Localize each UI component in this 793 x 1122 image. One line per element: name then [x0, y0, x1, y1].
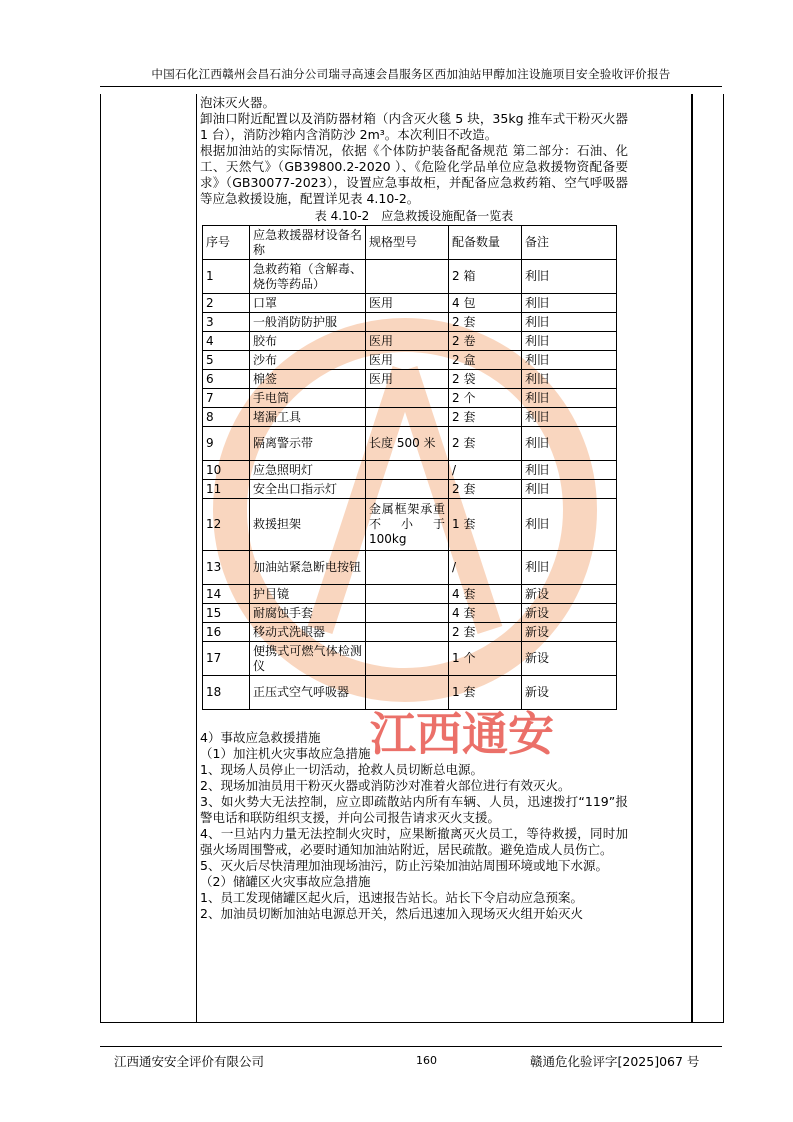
table-cell: 隔离警示带: [250, 427, 366, 461]
table-cell: 利旧: [522, 332, 617, 351]
table-cell: 2 套: [449, 313, 522, 332]
table-cell: 长度 500 米: [366, 427, 449, 461]
table-cell: 2 套: [449, 408, 522, 427]
stamp-text: 江西通安: [370, 707, 554, 761]
table-cell: 10: [203, 461, 250, 480]
table-cell: 1: [203, 260, 250, 294]
table-cell: 利旧: [522, 427, 617, 461]
table-cell: [366, 585, 449, 604]
table-row: [203, 585, 617, 604]
table-cell: 18: [203, 676, 250, 710]
table-cell: 新设: [522, 585, 617, 604]
table-row: [203, 642, 617, 676]
measure-line: 3、如火势大无法控制，应立即疏散站内所有车辆、人员，迅速拨打“119”报警电话和联防组织支援，并向公司报告请求灭火支援。: [200, 794, 628, 825]
table-cell: 2 套: [449, 623, 522, 642]
table-cell: [366, 642, 449, 676]
table-cell: 棉签: [250, 370, 366, 389]
table-cell: 应急照明灯: [250, 461, 366, 480]
measure-line: 4）事故应急救援措施: [200, 730, 321, 745]
footer-page-number: 160: [416, 1054, 437, 1067]
table-cell: 急救药箱（含解毒、烧伤等药品）: [250, 260, 366, 294]
table-cell: 安全出口指示灯: [250, 480, 366, 499]
table-cell: 利旧: [522, 408, 617, 427]
table-cell: 护目镜: [250, 585, 366, 604]
intro-paragraph-2: 卸油口附近配置以及消防器材箱（内含灭火毯 5 块，35kg 推车式干粉灭火器 1 台），消防沙箱内含消防沙 2m³。本次利旧不改造。: [200, 111, 628, 142]
table-cell: 9: [203, 427, 250, 461]
equipment-table: [202, 225, 617, 710]
table-cell: 医用: [366, 294, 449, 313]
table-cell: 3: [203, 313, 250, 332]
table-cell: 利旧: [522, 260, 617, 294]
table-cell: 金属框架承重不小于 100kg: [366, 499, 449, 551]
table-row: [203, 427, 617, 461]
table-row: [203, 499, 617, 551]
table-cell: 2 箱: [449, 260, 522, 294]
table-cell: [366, 480, 449, 499]
measure-line: （1）加注机火灾事故应急措施: [200, 746, 371, 761]
table-cell: 新设: [522, 642, 617, 676]
measure-line: 1、员工发现储罐区起火后，迅速报告站长。站长下令启动应急预案。: [200, 890, 583, 905]
table-cell: 12: [203, 499, 250, 551]
table-cell: /: [449, 551, 522, 585]
table-cell: 利旧: [522, 480, 617, 499]
table-cell: 口罩: [250, 294, 366, 313]
table-row: [203, 260, 617, 294]
table-cell: [366, 408, 449, 427]
table-row: [203, 623, 617, 642]
table-cell: 5: [203, 351, 250, 370]
table-cell: 便携式可燃气体检测仪: [250, 642, 366, 676]
table-cell: 6: [203, 370, 250, 389]
table-cell: 11: [203, 480, 250, 499]
intro-paragraph-1: 泡沫灭火器。: [200, 95, 276, 110]
measure-line: 1、现场人员停止一切活动，抢救人员切断总电源。: [200, 762, 483, 777]
table-cell: 2 袋: [449, 370, 522, 389]
table-cell: 一般消防防护服: [250, 313, 366, 332]
table-cell: 手电筒: [250, 389, 366, 408]
table-cell: 救援担架: [250, 499, 366, 551]
table-cell: [366, 676, 449, 710]
table-cell: 4 套: [449, 585, 522, 604]
table-row: [203, 551, 617, 585]
table-row: [203, 604, 617, 623]
table-cell: 胶布: [250, 332, 366, 351]
table-cell: 堵漏工具: [250, 408, 366, 427]
table-cell: 17: [203, 642, 250, 676]
table-row: [203, 676, 617, 710]
table-cell: 2 套: [449, 427, 522, 461]
table-cell: 8: [203, 408, 250, 427]
header-cell: 规格型号: [366, 226, 449, 260]
header-cell: 应急救援器材设备名称: [250, 226, 366, 260]
table-cell: 利旧: [522, 499, 617, 551]
table-header-row: [203, 226, 617, 260]
main-content: [200, 95, 628, 922]
table-cell: 2 个: [449, 389, 522, 408]
table-cell: 利旧: [522, 370, 617, 389]
measure-line: （2）储罐区火灾事故应急措施: [200, 874, 371, 889]
frame-divider-right-1: [692, 94, 693, 1022]
measure-line: 2、现场加油员用干粉灭火器或消防沙对准着火部位进行有效灭火。: [200, 778, 571, 793]
table-cell: 1 套: [449, 676, 522, 710]
table-cell: 2: [203, 294, 250, 313]
table-row: [203, 313, 617, 332]
table-row: [203, 461, 617, 480]
table-caption: 表 4.10-2 应急救援设施配备一览表: [314, 209, 514, 223]
table-cell: 4 套: [449, 604, 522, 623]
table-cell: 正压式空气呼吸器: [250, 676, 366, 710]
table-cell: 医用: [366, 332, 449, 351]
table-cell: 利旧: [522, 313, 617, 332]
table-cell: 移动式洗眼器: [250, 623, 366, 642]
table-cell: 7: [203, 389, 250, 408]
footer-report-number: 赣通危化验评字[2025]067 号: [530, 1054, 700, 1069]
table-cell: 医用: [366, 370, 449, 389]
table-cell: 加油站紧急断电按钮: [250, 551, 366, 585]
table-cell: [366, 313, 449, 332]
table-row: [203, 480, 617, 499]
table-row: [203, 294, 617, 313]
frame-divider-left: [196, 94, 197, 1022]
header-cell: 备注: [522, 226, 617, 260]
header-cell: 序号: [203, 226, 250, 260]
table-cell: 15: [203, 604, 250, 623]
footer-rule: [100, 1046, 722, 1047]
table-cell: 利旧: [522, 389, 617, 408]
intro-paragraph-3: 根据加油站的实际情况，依据《个体防护装备配备规范 第二部分：石油、化工、天然气》（GB39800.2-2020 ）、《危险化学品单位应急救援物资配备要求》（GB30077-2023），设置应急事故柜，并配备应急救药箱、空气呼吸器等应急救援设施，配置详见表 4.10-2。: [200, 143, 628, 206]
table-cell: [366, 623, 449, 642]
table-cell: [366, 260, 449, 294]
table-cell: 新设: [522, 623, 617, 642]
table-row: [203, 370, 617, 389]
table-cell: 医用: [366, 351, 449, 370]
table-cell: 2 卷: [449, 332, 522, 351]
footer-company: 江西通安安全评价有限公司: [114, 1054, 265, 1069]
table-cell: 1 个: [449, 642, 522, 676]
table-body: [203, 260, 617, 710]
table-row: [203, 351, 617, 370]
table-cell: 利旧: [522, 551, 617, 585]
table-cell: 16: [203, 623, 250, 642]
table-cell: [366, 461, 449, 480]
measure-line: 2、加油员切断加油站电源总开关，然后迅速加入现场灭火组开始灭火: [200, 906, 583, 921]
table-cell: 利旧: [522, 461, 617, 480]
table-cell: [366, 604, 449, 623]
table-cell: /: [449, 461, 522, 480]
table-row: [203, 408, 617, 427]
table-cell: 4: [203, 332, 250, 351]
measure-line: 5、灭火后尽快清理加油现场油污，防止污染加油站周围环境或地下水源。: [200, 858, 608, 873]
page-header: 中国石化江西赣州会昌石油分公司瑞寻高速会昌服务区西加油站甲醇加注设施项目安全验收评价报告: [151, 67, 671, 81]
table-cell: 新设: [522, 604, 617, 623]
table-cell: 利旧: [522, 351, 617, 370]
table-cell: 14: [203, 585, 250, 604]
table-row: [203, 389, 617, 408]
measure-line: 4、一旦站内力量无法控制火灾时，应果断撤离灭火员工，等待救援，同时加强火场周围警戒，必要时通知加油站附近，居民疏散。避免造成人员伤亡。: [200, 826, 628, 857]
table-cell: 2 套: [449, 480, 522, 499]
table-cell: 利旧: [522, 294, 617, 313]
table-cell: 沙布: [250, 351, 366, 370]
table-row: [203, 332, 617, 351]
table-cell: 4 包: [449, 294, 522, 313]
table-cell: 1 套: [449, 499, 522, 551]
table-cell: 耐腐蚀手套: [250, 604, 366, 623]
frame-divider-right-2: [691, 94, 692, 1022]
table-cell: 13: [203, 551, 250, 585]
table-cell: [366, 551, 449, 585]
header-rule: [100, 86, 722, 87]
table-cell: [366, 389, 449, 408]
table-cell: 新设: [522, 676, 617, 710]
header-cell: 配备数量: [449, 226, 522, 260]
table-cell: 2 盒: [449, 351, 522, 370]
